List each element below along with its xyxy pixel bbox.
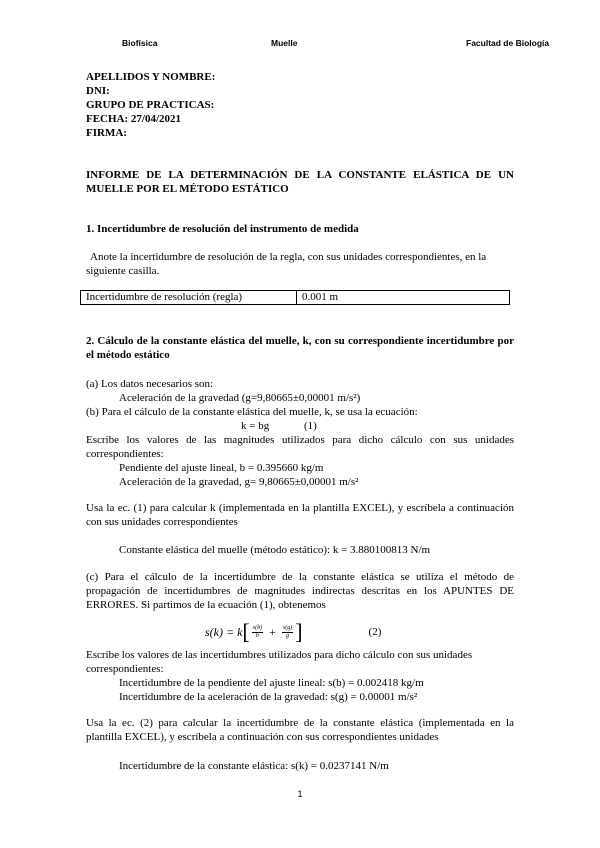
equation-1 (86, 419, 514, 433)
student-name-label: APELLIDOS Y NOMBRE: (86, 71, 216, 83)
a-line: (a) Los datos necesarios son: (86, 378, 214, 390)
header-subject: Biofísica (122, 38, 158, 48)
section1-heading: 1. Incertidumbre de resolución del instrumento de medida (86, 223, 359, 235)
formula-right-bracket: ] (295, 619, 303, 644)
slope-uncertainty: Incertidumbre de la pendiente del ajuste lineal: s(b) = 0.002418 kg/m (119, 677, 424, 689)
section2-heading: 2. Cálculo de la constante elástica del muelle, k, con su correspondiente incertidumbre por el método estático (86, 335, 514, 361)
fraction-denominator: b (255, 632, 259, 639)
header-topic: Muelle (271, 38, 298, 48)
gravity-value: Aceleración de la gravedad, g= 9,80665±0,00001 m/s² (119, 476, 359, 488)
write-uncertainties: Escribe los valores de las incertidumbres utilizados para dicho cálculo con sus unidades correspondientes: (86, 649, 473, 675)
a-item: Aceleración de la gravedad (g=9,80665±0,00001 m/s²) (119, 392, 361, 404)
formula-lhs: s(k) = k (205, 624, 243, 639)
formula-left-bracket: [ (242, 619, 250, 644)
fraction-sb-b (252, 625, 263, 640)
eq1-number: (1) (304, 420, 317, 432)
fraction-sg-g (282, 625, 293, 640)
sk-result: Incertidumbre de la constante elástica: s(k) = 0.0237141 N/m (119, 760, 389, 772)
student-info (86, 70, 215, 140)
page-number: 1 (297, 789, 303, 799)
fraction-numerator: s(g) (282, 624, 293, 631)
student-group-label: GRUPO DE PRACTICAS: (86, 99, 215, 111)
table-row (81, 291, 510, 305)
formula-plus: + (269, 624, 276, 639)
section1-instruction: Anote la incertidumbre de resolución de la regla, con sus unidades correspondientes, en la siguiente casilla. (86, 251, 487, 277)
report-title: INFORME DE LA DETERMINACIÓN DE LA CONSTANTE ELÁSTICA DE UN MUELLE POR EL MÉTODO ESTÁTICO (86, 169, 514, 195)
section2-a (86, 377, 514, 489)
uncertainties-block (86, 648, 514, 704)
use-ec1: Usa la ec. (1) para calcular k (implementada en la plantilla EXCEL), y escríbela a continuación con sus unidades correspondientes (86, 502, 514, 528)
fraction-denominator: g (286, 632, 290, 639)
k-result: Constante elástica del muelle (método estático): k = 3.880100813 N/m (119, 544, 431, 556)
resolution-table (80, 290, 510, 305)
use-ec2: Usa la ec. (2) para calcular la incertidumbre de la constante elástica (implementada en la plantilla EXCEL), y escríbela a continuación con sus correspondientes unidades (86, 717, 514, 743)
student-dni-label: DNI: (86, 85, 110, 97)
uncertainty-formula (205, 619, 382, 644)
gravity-uncertainty: Incertidumbre de la aceleración de la gravedad: s(g) = 0.00001 m/s² (119, 691, 418, 703)
fraction-numerator: s(b) (252, 624, 263, 631)
eq2-number: (2) (368, 626, 382, 638)
student-signature-label: FIRMA: (86, 127, 127, 139)
eq1-text: k = bg (241, 420, 270, 432)
write-values: Escribe los valores de las magnitudes utilizados para dicho cálculo con sus unidades correspondientes: (86, 434, 514, 460)
resolution-label-cell: Incertidumbre de resolución (regla) (81, 291, 297, 305)
b-line: (b) Para el cálculo de la constante elástica del muelle, k, se usa la ecuación: (86, 406, 418, 418)
c-paragraph: (c) Para el cálculo de la incertidumbre de la constante elástica se utiliza el método de propagación de incertidumbres de magnitudes indirectas descritas en los APUNTES DE ERRORES. Si partimos de la ecuación (1), obtenemos (86, 571, 514, 611)
header-faculty: Facultad de Biología (466, 38, 550, 48)
student-date-label: FECHA: 27/04/2021 (86, 113, 182, 125)
slope-value: Pendiente del ajuste lineal, b = 0.395660 kg/m (119, 462, 324, 474)
resolution-value-cell[interactable]: 0.001 m (297, 291, 510, 305)
